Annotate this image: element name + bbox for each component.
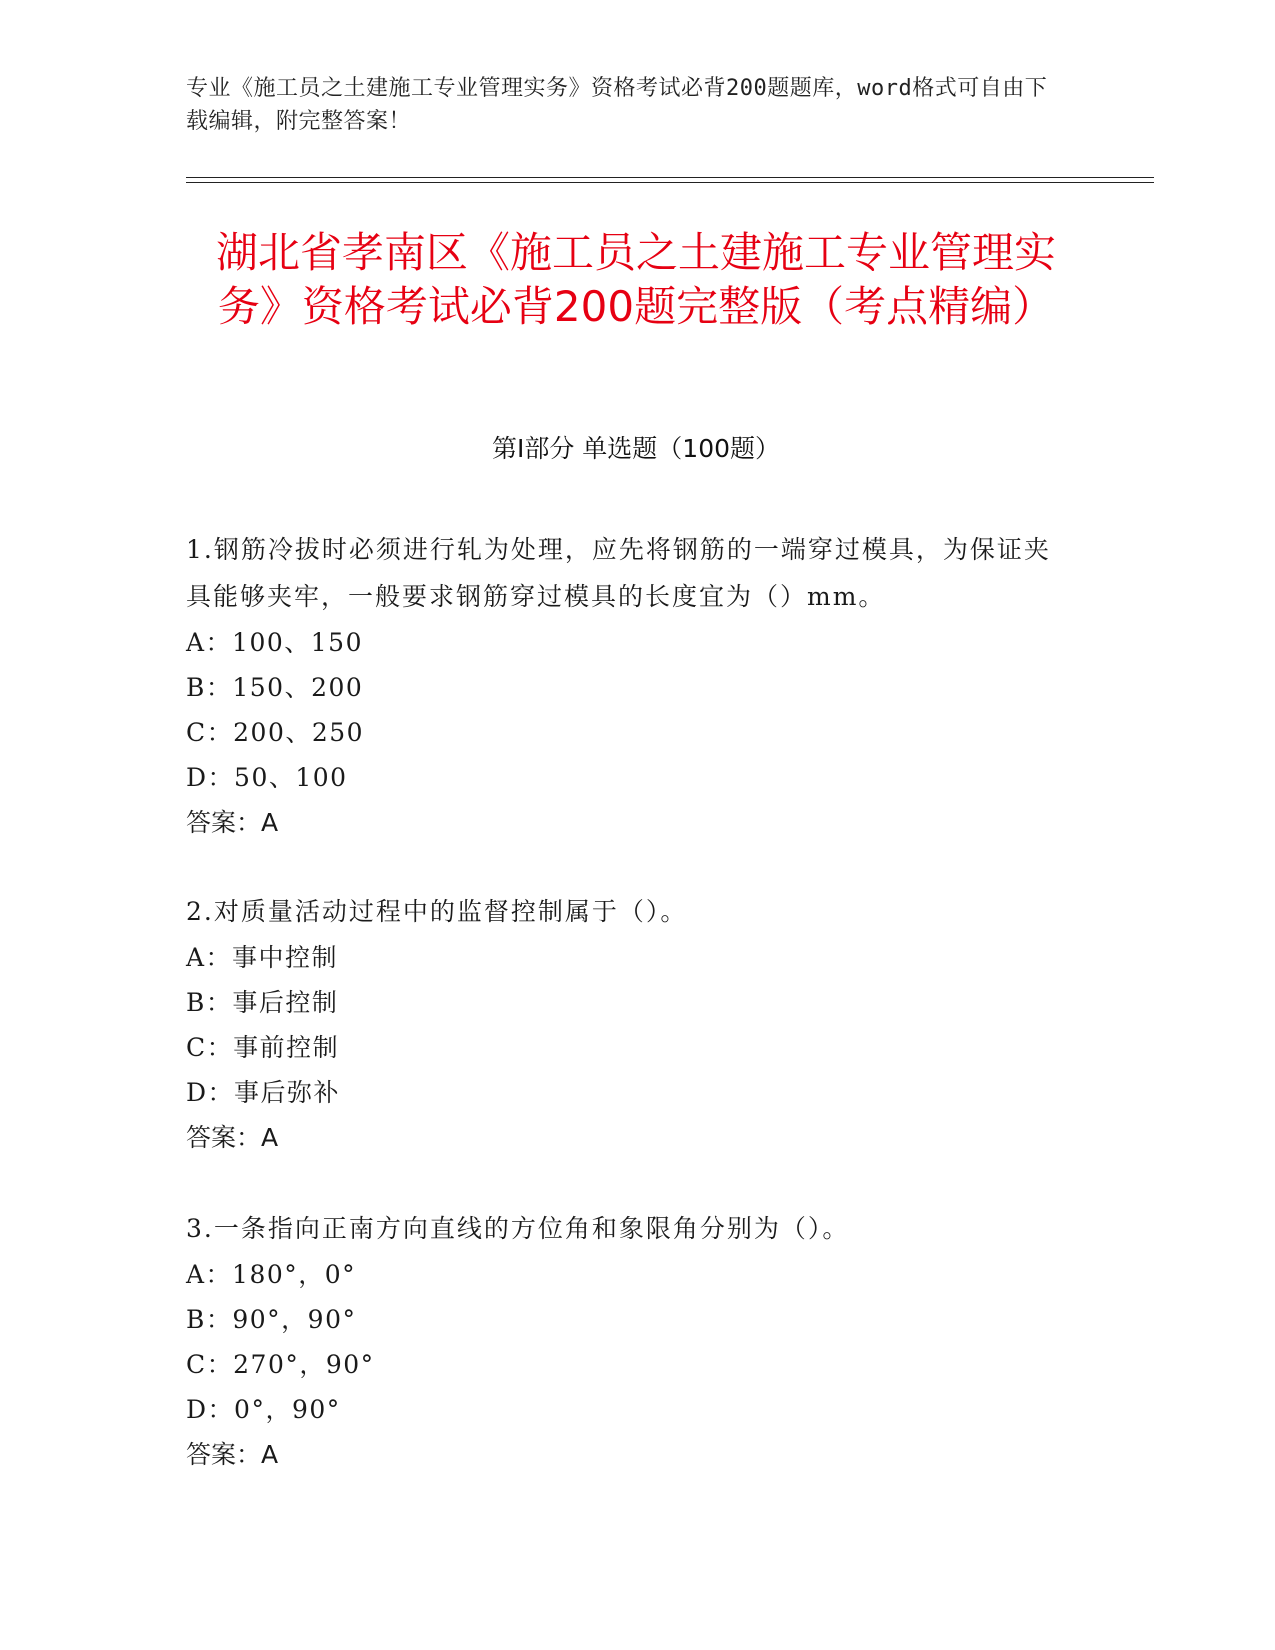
question-3 bbox=[186, 1205, 1066, 1477]
option-d: D：0°，90° bbox=[186, 1395, 341, 1424]
option-a: A：180°，0° bbox=[186, 1260, 357, 1289]
option-c: C：200、250 bbox=[186, 718, 365, 747]
section-heading: 第Ⅰ部分 单选题（100题） bbox=[491, 434, 781, 463]
question-2 bbox=[186, 888, 1066, 1160]
header-intro-text: 专业《施工员之土建施工专业管理实务》资格考试必背200题题库，word格式可自由下载编辑，附完整答案！ bbox=[186, 76, 1048, 134]
answer-line: 答案：A bbox=[186, 1440, 279, 1469]
option-b: B：事后控制 bbox=[186, 988, 339, 1017]
question-stem: 3.一条指向正南方向直线的方位角和象限角分别为（）。 bbox=[186, 1214, 850, 1243]
header-divider-bottom bbox=[186, 182, 1154, 183]
header-divider-top bbox=[186, 177, 1154, 178]
option-c: C：270°，90° bbox=[186, 1350, 375, 1379]
option-b: B：150、200 bbox=[186, 673, 364, 702]
option-a: A：100、150 bbox=[186, 628, 363, 657]
question-1 bbox=[186, 526, 1066, 845]
option-c: C：事前控制 bbox=[186, 1033, 340, 1062]
option-d: D：事后弥补 bbox=[186, 1078, 341, 1107]
answer-line: 答案：A bbox=[186, 1123, 279, 1152]
question-stem: 2.对质量活动过程中的监督控制属于（）。 bbox=[186, 897, 688, 926]
option-a: A：事中控制 bbox=[186, 943, 339, 972]
document-title: 湖北省孝南区《施工员之土建施工专业管理实务》资格考试必背200题完整版（考点精编） bbox=[215, 228, 1056, 331]
option-d: D：50、100 bbox=[186, 763, 348, 792]
option-b: B：90°，90° bbox=[186, 1305, 357, 1334]
question-stem: 1.钢筋冷拔时必须进行轧为处理，应先将钢筋的一端穿过模具，为保证夹具能够夹牢，一般要求钢筋穿过模具的长度宜为（）mm。 bbox=[186, 535, 1051, 611]
answer-line: 答案：A bbox=[186, 808, 279, 837]
